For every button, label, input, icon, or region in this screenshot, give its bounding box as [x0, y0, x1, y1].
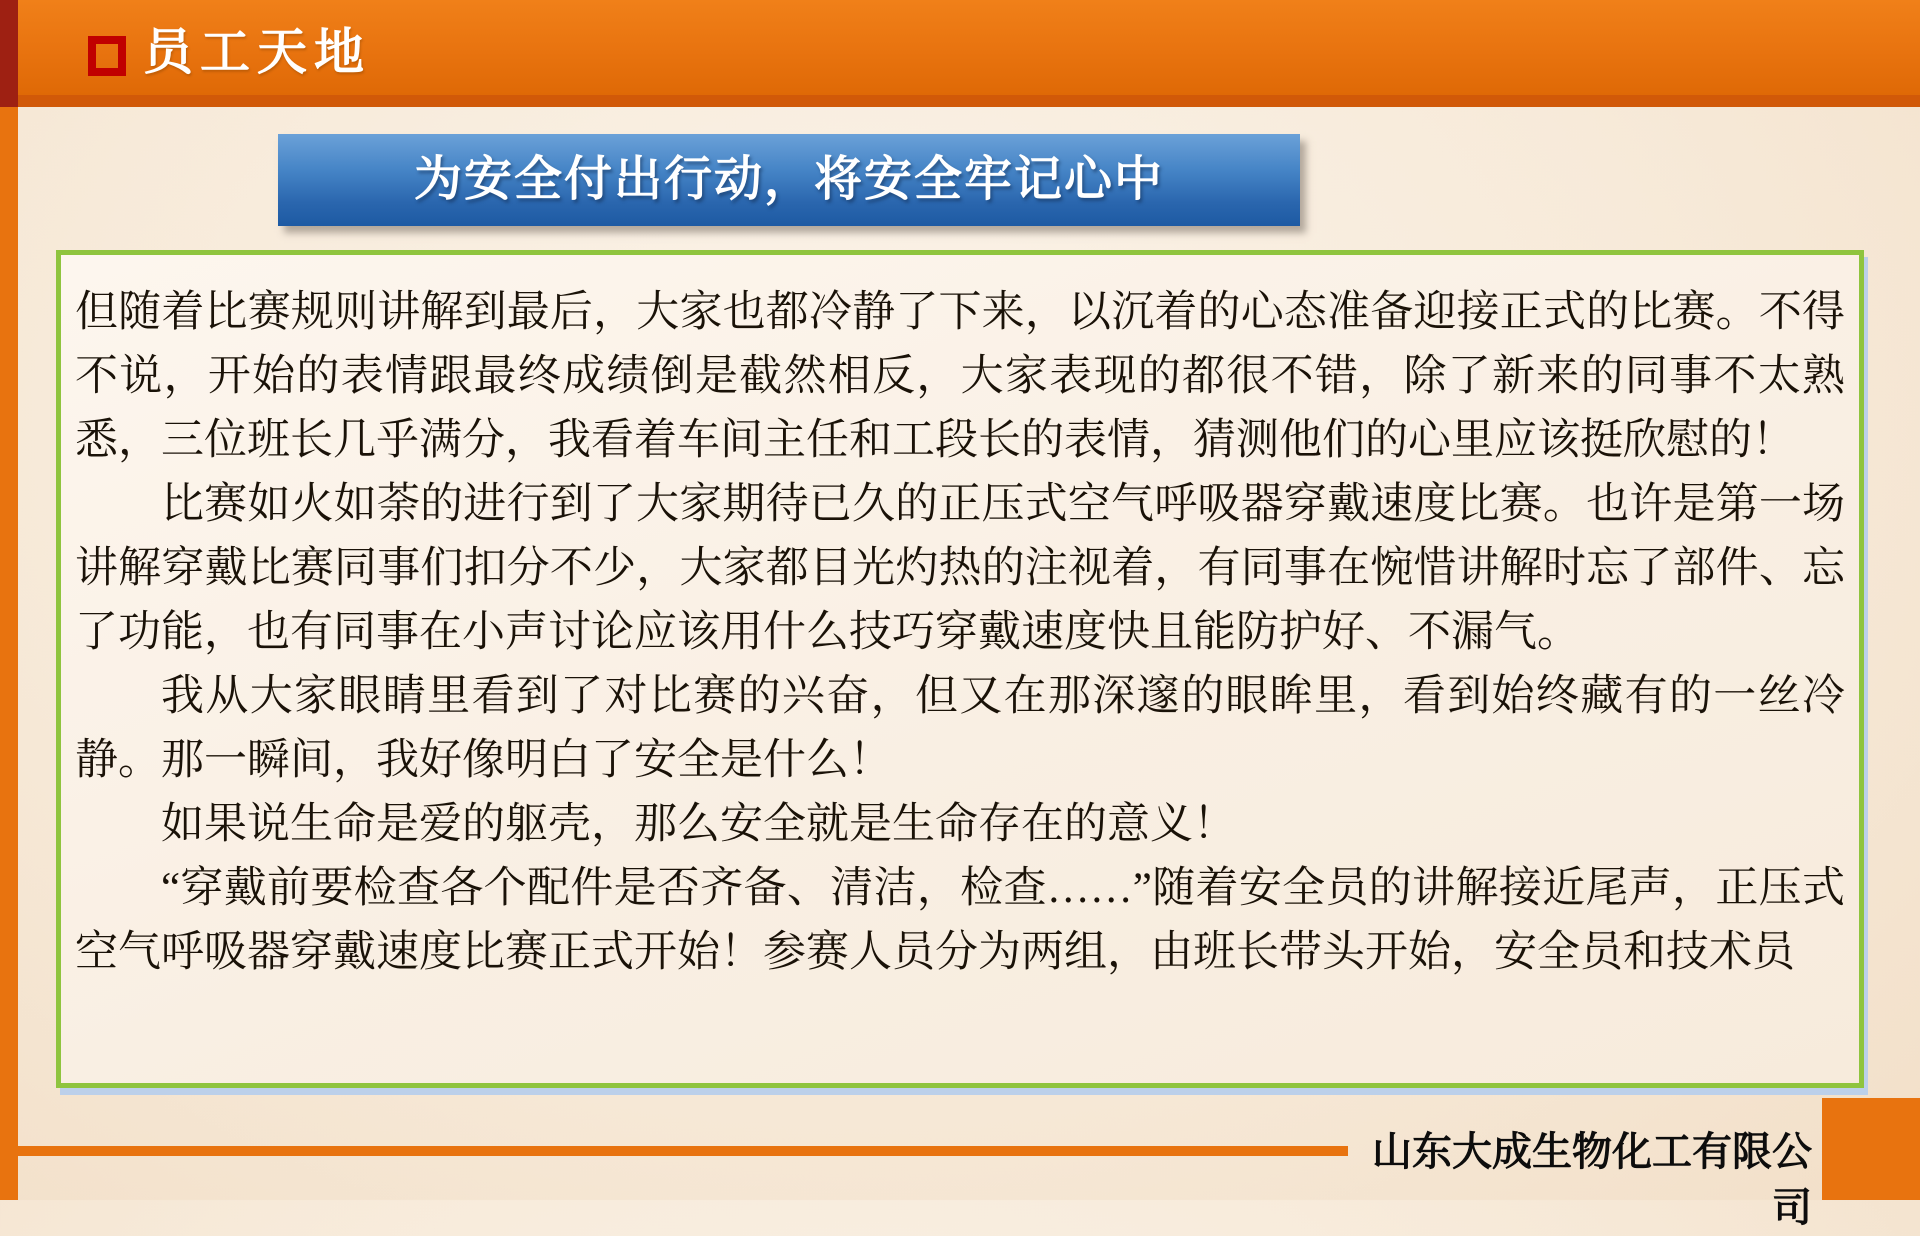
slogan-banner-title: 为安全付出行动，将安全牢记心中 [413, 153, 1164, 206]
left-sidebar-strip [0, 107, 18, 1200]
article-paragraph: 我从大家眼睛里看到了对比赛的兴奋，但又在那深邃的眼眸里，看到始终藏有的一丝冷静。那一瞬间，我好像明白了安全是什么！ [75, 673, 1845, 784]
company-name: 山东大成生物化工有限公司 [1372, 1130, 1812, 1230]
article-body [61, 255, 1859, 985]
footer-divider-line [0, 1146, 1348, 1156]
article-paragraph: 如果说生命是爱的躯壳，那么安全就是生命存在的意义！ [161, 801, 1236, 848]
top-left-corner-block [0, 0, 18, 107]
square-bullet-icon [88, 36, 126, 76]
slogan-banner [278, 134, 1300, 226]
article-paragraph: 但随着比赛规则讲解到最后，大家也都冷静了下来，以沉着的心态准备迎接正式的比赛。不得不说，开始的表情跟最终成绩倒是截然相反，大家表现的都很不错，除了新来的同事不太熟悉，三位班长几乎满分，我看着车间主任和工段长的表情，猜测他们的心里应该挺欣慰的！ [75, 289, 1845, 464]
article-paragraph: 比赛如火如荼的进行到了大家期待已久的正压式空气呼吸器穿戴速度比赛。也许是第一场讲解穿戴比赛同事们扣分不少，大家都目光灼热的注视着，有同事在惋惜讲解时忘了部件、忘了功能，也有同事在小声讨论应该用什么技巧穿戴速度快且能防护好、不漏气。 [75, 481, 1845, 656]
page-title: 员工天地 [143, 24, 371, 80]
article-paragraph: “穿戴前要检查各个配件是否齐备、清洁，检查……”随着安全员的讲解接近尾声，正压式空气呼吸器穿戴速度比赛正式开始！参赛人员分为两组，由班长带头开始，安全员和技术员 [75, 865, 1845, 976]
article-box [56, 250, 1864, 1088]
header-divider [0, 95, 1920, 107]
bottom-right-corner-block [1822, 1098, 1920, 1200]
